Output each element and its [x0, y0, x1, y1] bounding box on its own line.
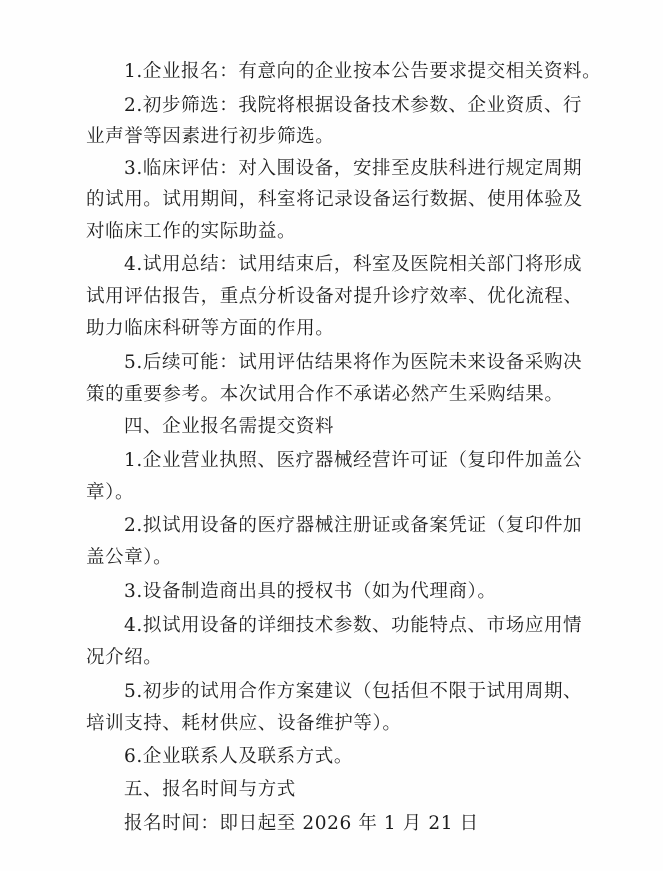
item-5-line-2: 策的重要参考。本次试用合作不承诺必然产生采购结果。	[86, 384, 564, 405]
item-4-line-3: 助力临床科研等方面的作用。	[86, 318, 335, 339]
item-1-line-1: 1.企业报名：有意向的企业按本公告要求提交相关资料。	[124, 61, 602, 82]
item-3-line-2: 的试用。试用期间，科室将记录设备运行数据、使用体验及	[86, 189, 583, 210]
s4-item-2-line-2: 盖公章）。	[86, 547, 173, 568]
s4-item-1-line-2: 章）。	[86, 482, 135, 503]
s4-item-4-line-2: 况介绍。	[86, 647, 163, 668]
item-5-line-1: 5.后续可能：试用评估结果将作为医院未来设备采购决	[124, 352, 583, 373]
item-3-line-1: 3.临床评估：对入围设备，安排至皮肤科进行规定周期	[124, 158, 583, 179]
item-4-line-1: 4.试用总结：试用结束后，科室及医院相关部门将形成	[124, 254, 583, 275]
item-2-line-2: 业声誉等因素进行初步筛选。	[86, 126, 335, 147]
s4-item-5-line-2: 培训支持、耗材供应、设备维护等）。	[86, 713, 402, 734]
s4-item-6-line-1: 6.企业联系人及联系方式。	[124, 746, 353, 767]
item-2-line-1: 2.初步筛选：我院将根据设备技术参数、企业资质、行	[124, 95, 583, 116]
item-3-line-3: 对临床工作的实际助益。	[86, 221, 297, 242]
s4-item-1-line-1: 1.企业营业执照、医疗器械经营许可证（复印件加盖公	[124, 450, 583, 471]
registration-time: 报名时间：即日起至 2026 年 1 月 21 日	[124, 813, 479, 834]
item-4-line-2: 试用评估报告，重点分析设备对提升诊疗效率、优化流程、	[86, 286, 583, 307]
section-5-heading: 五、报名时间与方式	[124, 779, 296, 800]
s4-item-4-line-1: 4.拟试用设备的详细技术参数、功能特点、市场应用情	[124, 615, 583, 636]
s4-item-5-line-1: 5.初步的试用合作方案建议（包括但不限于试用周期、	[124, 681, 583, 702]
section-4-heading: 四、企业报名需提交资料	[124, 416, 335, 437]
s4-item-3-line-1: 3.设备制造商出具的授权书（如为代理商）。	[124, 581, 497, 602]
s4-item-2-line-1: 2.拟试用设备的医疗器械注册证或备案凭证（复印件加	[124, 515, 583, 536]
